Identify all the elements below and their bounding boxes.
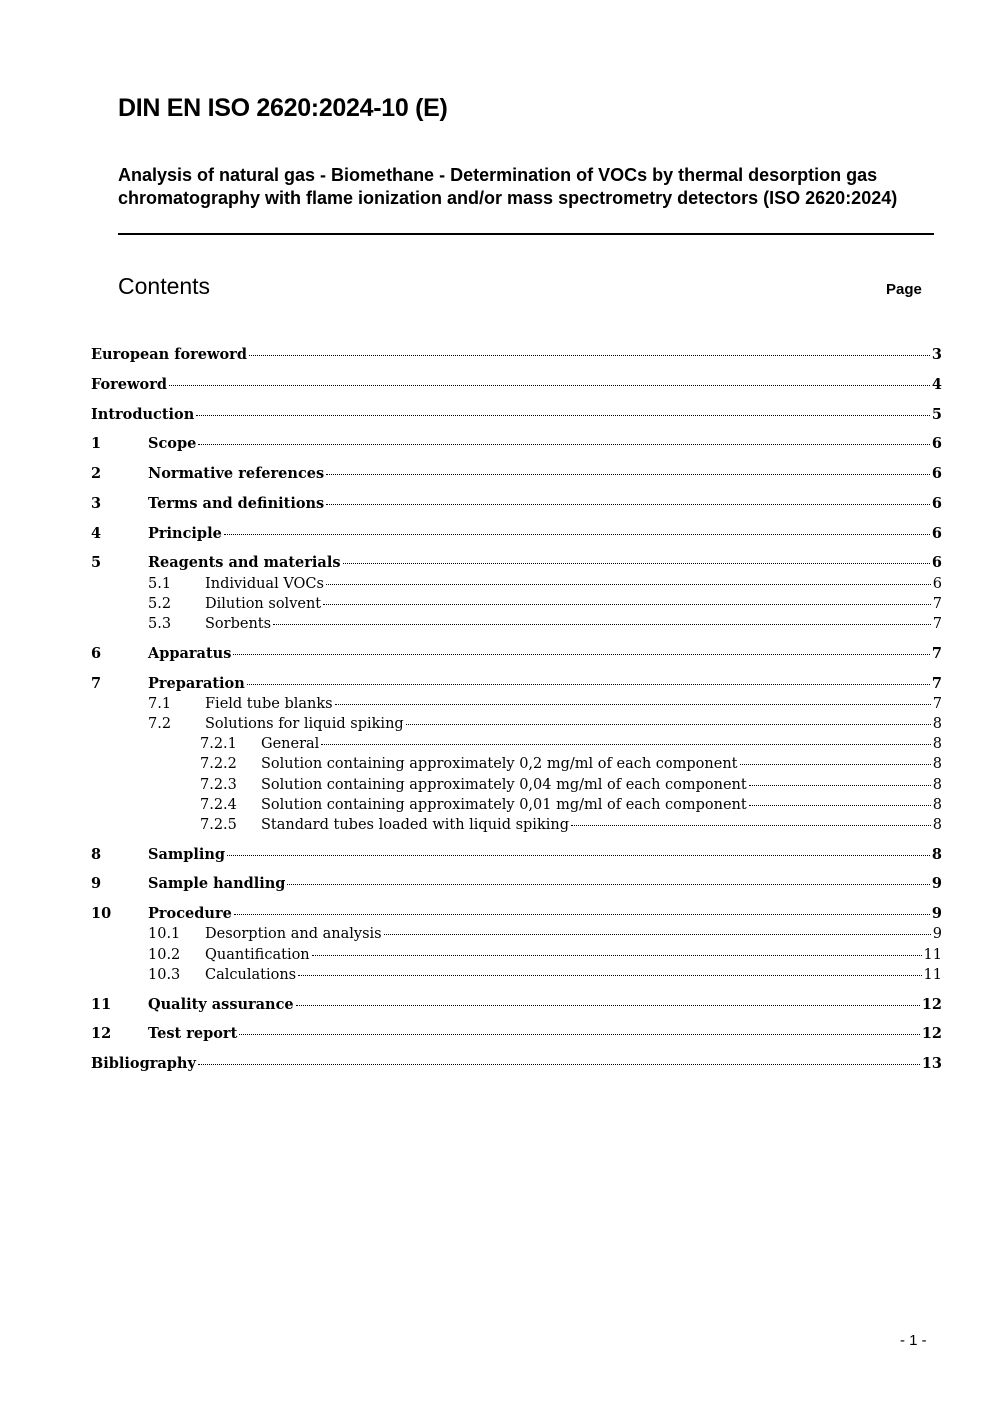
toc-entry-page: 12 xyxy=(921,1025,942,1043)
document-title: Analysis of natural gas - Biomethane - Determination of VOCs by thermal desorption gas chromatography with flame ionization and/or mass spectrometry detectors (ISO 2620:2024) xyxy=(118,165,898,208)
dot-leader xyxy=(571,825,931,826)
dot-leader xyxy=(233,654,930,655)
dot-leader xyxy=(298,975,921,976)
page-column-label: Page xyxy=(886,281,922,298)
toc-entry-number: 10.1 xyxy=(148,926,181,943)
toc-entry[interactable] xyxy=(91,945,942,965)
dot-leader xyxy=(335,704,931,705)
toc-entry[interactable] xyxy=(91,524,942,544)
toc-entry[interactable] xyxy=(91,405,942,425)
dot-leader xyxy=(198,1064,920,1065)
toc-entry[interactable] xyxy=(91,464,942,484)
toc-entry-number: 9 xyxy=(91,875,102,893)
toc-entry-title: Calculations xyxy=(205,966,297,983)
toc-entry-number: 5 xyxy=(91,554,102,572)
dot-leader xyxy=(227,855,930,856)
toc-entry-title: Dilution solvent xyxy=(205,595,322,612)
toc-entry-title: Solution containing approximately 0,2 mg/ml of each component xyxy=(261,756,738,773)
toc-entry[interactable] xyxy=(91,494,942,514)
toc-entry-page: 3 xyxy=(931,346,942,363)
toc-entry-page: 8 xyxy=(932,715,942,732)
toc-entry-page: 7 xyxy=(932,695,942,712)
toc-entry-page: 9 xyxy=(931,905,942,923)
toc-entry-number: 10 xyxy=(91,905,112,923)
toc-entry-title: Quantification xyxy=(205,946,310,963)
toc-entry-page: 6 xyxy=(931,524,942,542)
toc-entry[interactable] xyxy=(91,345,942,365)
table-of-contents xyxy=(91,343,942,1074)
toc-entry[interactable] xyxy=(91,795,942,815)
toc-entry[interactable] xyxy=(91,574,942,594)
page-number: - 1 - xyxy=(900,1332,927,1349)
dot-leader xyxy=(198,444,930,445)
toc-entry-title: Solution containing approximately 0,01 mg/ml of each component xyxy=(261,796,747,813)
toc-entry[interactable] xyxy=(91,714,942,734)
toc-entry-title: Sorbents xyxy=(205,616,272,633)
toc-entry-number: 1 xyxy=(91,435,102,453)
toc-entry[interactable] xyxy=(91,754,942,774)
toc-entry-title: Sampling xyxy=(148,845,226,863)
toc-entry-title: Principle xyxy=(148,524,222,542)
dot-leader xyxy=(249,355,930,356)
toc-entry-title: Individual VOCs xyxy=(205,575,324,592)
toc-entry[interactable] xyxy=(91,614,942,634)
toc-entry-page: 8 xyxy=(932,736,942,753)
dot-leader xyxy=(326,504,930,505)
toc-entry-title: Field tube blanks xyxy=(205,695,333,712)
toc-entry-number: 5.3 xyxy=(148,616,172,633)
title-underline xyxy=(118,233,934,235)
toc-entry-page: 4 xyxy=(931,375,942,393)
toc-entry-number: 10.3 xyxy=(148,966,181,983)
toc-entry[interactable] xyxy=(91,815,942,835)
dot-leader xyxy=(224,534,930,535)
toc-entry-number: 7.2.5 xyxy=(200,816,237,833)
contents-heading: Contents xyxy=(118,273,211,299)
toc-entry-number: 7.2.3 xyxy=(200,776,237,793)
dot-leader xyxy=(321,744,930,745)
toc-entry-number: 7.2.1 xyxy=(200,736,237,753)
toc-entry-page: 13 xyxy=(921,1055,942,1073)
toc-entry-page: 11 xyxy=(923,966,942,983)
dot-leader xyxy=(273,624,931,625)
toc-entry-page: 8 xyxy=(932,816,942,833)
toc-entry-number: 7.2.4 xyxy=(200,796,237,813)
dot-leader xyxy=(326,584,931,585)
toc-entry[interactable] xyxy=(91,375,942,395)
toc-entry[interactable] xyxy=(91,694,942,714)
toc-entry-page: 11 xyxy=(923,946,942,963)
toc-entry[interactable] xyxy=(91,674,942,694)
toc-entry-page: 9 xyxy=(932,926,942,943)
toc-entry-number: 4 xyxy=(91,524,102,542)
toc-entry-title: Terms and definitions xyxy=(148,494,325,512)
toc-entry-title: Reagents and materials xyxy=(148,554,341,572)
toc-entry-page: 5 xyxy=(931,405,942,423)
toc-entry-number: 5.2 xyxy=(148,595,172,612)
toc-entry-title: Procedure xyxy=(148,905,232,923)
toc-entry[interactable] xyxy=(91,904,942,924)
dot-leader xyxy=(287,884,929,885)
toc-entry-title: Desorption and analysis xyxy=(205,926,382,943)
dot-leader xyxy=(296,1005,920,1006)
toc-entry-page: 6 xyxy=(931,465,942,483)
toc-entry[interactable] xyxy=(91,874,942,894)
dot-leader xyxy=(169,385,930,386)
toc-entry[interactable] xyxy=(91,995,942,1015)
toc-entry-number: 7.2.2 xyxy=(200,756,237,773)
toc-entry-number: 11 xyxy=(91,995,112,1013)
toc-entry[interactable] xyxy=(91,775,942,795)
toc-entry[interactable] xyxy=(91,965,942,985)
dot-leader xyxy=(312,955,922,956)
toc-entry[interactable] xyxy=(91,644,942,664)
dot-leader xyxy=(749,785,931,786)
toc-entry-number: 6 xyxy=(91,644,102,662)
toc-entry-title: General xyxy=(261,736,320,753)
toc-entry-number: 3 xyxy=(91,494,102,512)
toc-entry-page: 7 xyxy=(932,595,942,612)
document-id: DIN EN ISO 2620:2024-10 (E) xyxy=(118,94,448,122)
toc-entry-title: Standard tubes loaded with liquid spiking xyxy=(261,816,569,833)
toc-entry-title: Quality assurance xyxy=(148,995,294,1013)
toc-entry[interactable] xyxy=(91,553,942,573)
toc-entry-number: 7 xyxy=(91,674,102,692)
toc-entry-page: 12 xyxy=(921,995,942,1013)
toc-entry-number: 10.2 xyxy=(148,946,181,963)
toc-entry-page: 6 xyxy=(931,494,942,512)
toc-entry-page: 8 xyxy=(931,845,942,863)
dot-leader xyxy=(384,934,931,935)
dot-leader xyxy=(740,764,931,765)
toc-entry[interactable] xyxy=(91,924,942,944)
toc-entry[interactable] xyxy=(91,434,942,454)
dot-leader xyxy=(247,684,930,685)
toc-entry[interactable] xyxy=(91,1054,942,1074)
dot-leader xyxy=(406,724,931,725)
toc-entry-number: 12 xyxy=(91,1025,112,1043)
toc-entry-number: 7.1 xyxy=(148,695,172,712)
toc-entry-title: Foreword xyxy=(91,375,167,393)
toc-entry-page: 8 xyxy=(932,776,942,793)
toc-entry[interactable] xyxy=(91,734,942,754)
toc-entry-number: 5.1 xyxy=(148,575,172,592)
toc-entry-page: 7 xyxy=(931,644,942,662)
toc-entry-title: Sample handling xyxy=(148,875,286,893)
toc-entry-page: 9 xyxy=(931,875,942,893)
toc-entry[interactable] xyxy=(91,1024,942,1044)
toc-entry-title: Introduction xyxy=(91,405,195,423)
dot-leader xyxy=(323,604,931,605)
toc-entry-page: 6 xyxy=(931,435,942,453)
toc-entry-title: Normative references xyxy=(148,465,325,483)
toc-entry-number: 8 xyxy=(91,845,102,863)
toc-entry-title: Test report xyxy=(148,1025,238,1043)
dot-leader xyxy=(749,805,931,806)
toc-entry-page: 6 xyxy=(932,575,942,592)
toc-entry[interactable] xyxy=(91,594,942,614)
toc-entry-page: 8 xyxy=(932,796,942,813)
toc-entry-page: 7 xyxy=(932,616,942,633)
toc-entry-title: Preparation xyxy=(148,674,245,692)
dot-leader xyxy=(343,563,930,564)
toc-entry[interactable] xyxy=(91,845,942,865)
toc-entry-page: 6 xyxy=(931,554,942,572)
toc-entry-title: European foreword xyxy=(91,346,247,363)
toc-entry-page: 8 xyxy=(932,756,942,773)
toc-entry-number: 7.2 xyxy=(148,715,172,732)
dot-leader xyxy=(326,474,930,475)
toc-entry-title: Solutions for liquid spiking xyxy=(205,715,404,732)
toc-entry-page: 7 xyxy=(931,674,942,692)
dot-leader xyxy=(196,415,930,416)
toc-entry-number: 2 xyxy=(91,465,102,483)
toc-entry-title: Bibliography xyxy=(91,1055,196,1073)
dot-leader xyxy=(239,1034,920,1035)
toc-entry-title: Solution containing approximately 0,04 mg/ml of each component xyxy=(261,776,747,793)
toc-entry-title: Scope xyxy=(148,435,197,453)
toc-entry-title: Apparatus xyxy=(148,644,232,662)
dot-leader xyxy=(234,914,930,915)
